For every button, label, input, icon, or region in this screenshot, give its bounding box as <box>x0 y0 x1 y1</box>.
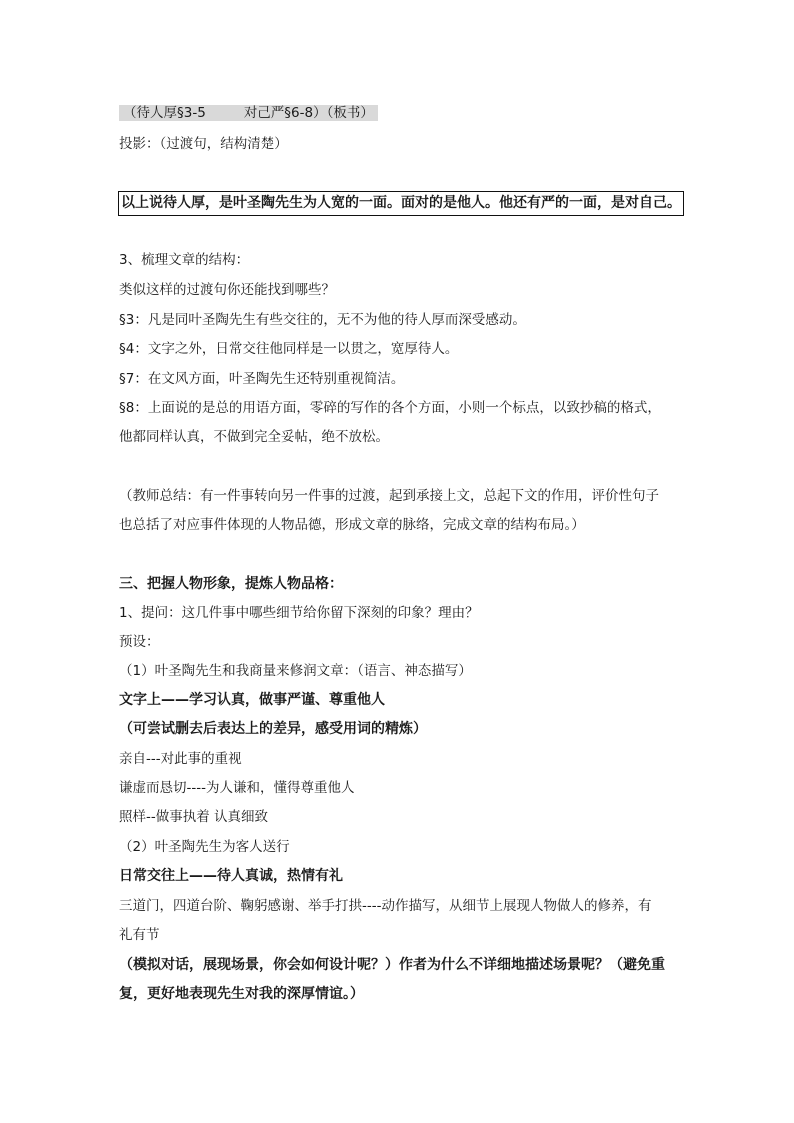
roleplay-question-cont: 复，更好地表现先生对我的深厚情谊。） <box>119 986 364 1002</box>
section-3-heading: 3、梳理文章的结构： <box>119 252 250 268</box>
paragraph-ref-8: §8：上面说的是总的用语方面，零碎的写作的各个方面，小则一个标点，以致抄稿的格式， <box>119 400 661 416</box>
item-1: （1）叶圣陶先生和我商量来修润文章：（语言、神态描写） <box>119 663 472 679</box>
teacher-summary: （教师总结：有一件事转向另一件事的过渡，起到承接上文，总起下文的作用，评价性句子 <box>119 488 659 504</box>
projection-label: 投影：（过渡句，结构清楚） <box>119 136 288 152</box>
board-note-highlight <box>119 105 378 121</box>
item-1-tip: （可尝试删去后表达上的差异，感受用词的精炼） <box>119 721 427 737</box>
item-2: （2）叶圣陶先生为客人送行 <box>119 839 290 855</box>
board-note-line <box>119 103 378 123</box>
detail-qianxu: 谦虚而恳切----为人谦和，懂得尊重他人 <box>119 780 355 796</box>
detail-qinzi: 亲自---对此事的重视 <box>119 751 242 767</box>
item-2-detail: 三道门，四道台阶、鞠躬感谢、举手打拱----动作描写，从细节上展现人物做人的修养，有 <box>119 898 652 914</box>
boxed-transition-sentence: 以上说待人厚，是叶圣陶先生为人宽的一面。面对的是他人。他还有严的一面，是对自己。 <box>118 191 684 216</box>
item-1-summary: 文字上——学习认真，做事严谨、尊重他人 <box>119 692 385 708</box>
section-three-heading: 三、把握人物形象，提炼人物品格： <box>119 576 343 592</box>
roleplay-question: （模拟对话，展现场景，你会如何设计呢？）作者为什么不详细地描述场景呢？（避免重 <box>119 957 665 973</box>
item-2-summary: 日常交往上——待人真诚，热情有礼 <box>119 868 343 884</box>
item-2-detail-cont: 礼有节 <box>119 927 160 943</box>
paragraph-ref-4: §4：文字之外，日常交往他同样是一以贯之，宽厚待人。 <box>119 341 459 357</box>
paragraph-ref-8-cont: 他都同样认真，不做到完全妥帖，绝不放松。 <box>119 429 389 445</box>
prompt-question: 1、提问：这几件事中哪些细节给你留下深刻的印象？理由？ <box>119 605 479 621</box>
board-note-part-2: 对己严§6-8）（板书） <box>243 105 374 121</box>
board-note-part-1: （待人厚§3-5 <box>123 105 206 121</box>
paragraph-ref-7: §7：在文风方面，叶圣陶先生还特别重视简洁。 <box>119 371 405 387</box>
preset-label: 预设： <box>119 634 160 650</box>
paragraph-ref-3: §3：凡是同叶圣陶先生有些交往的，无不为他的待人厚而深受感动。 <box>119 312 526 328</box>
question-line: 类似这样的过渡句你还能找到哪些？ <box>119 282 335 298</box>
detail-zhaoyang: 照样--做事执着 认真细致 <box>119 809 269 825</box>
teacher-summary-cont: 也总括了对应事件体现的人物品德，形成文章的脉络，完成文章的结构布局。） <box>119 517 585 533</box>
